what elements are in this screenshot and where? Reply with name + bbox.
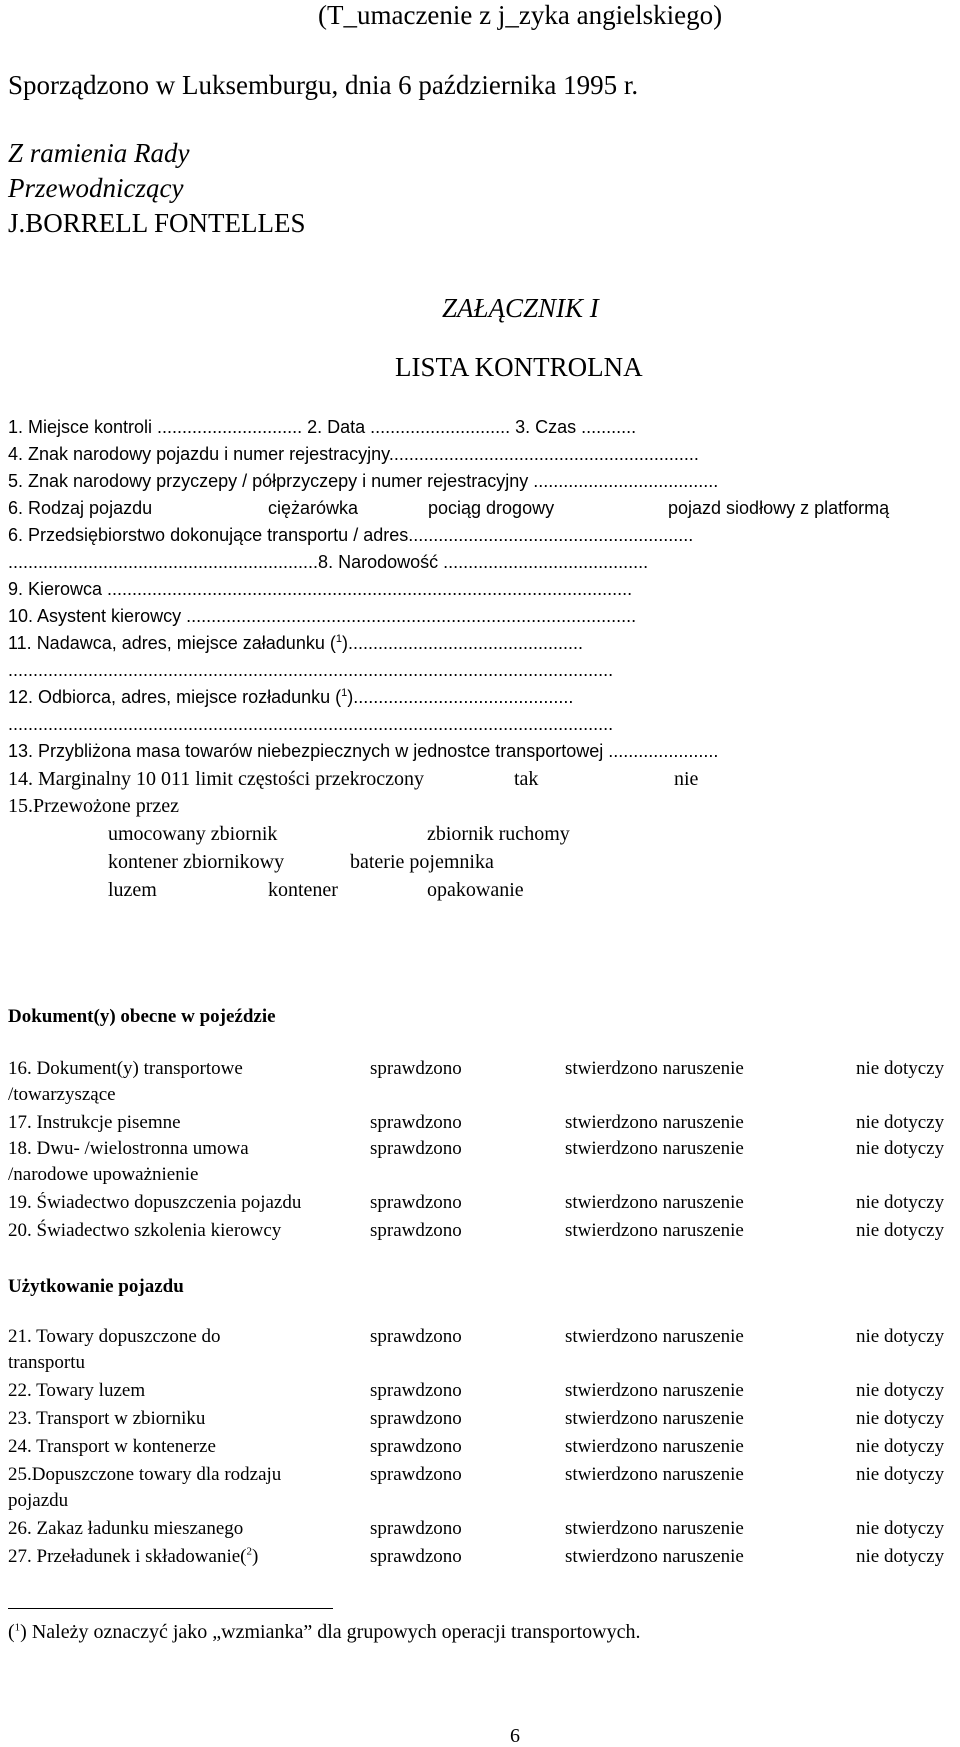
carriage-container: kontener xyxy=(268,879,338,901)
place-date: Sporządzono w Luksemburgu, dnia 6 października 1995 r. xyxy=(8,70,639,100)
footnote-divider xyxy=(8,1608,333,1609)
option-checked: sprawdzono xyxy=(370,1220,462,1241)
annex-title: ZAŁĄCZNIK I xyxy=(442,293,599,323)
vehicle-type-road-train: pociąg drogowy xyxy=(428,498,555,518)
vehicle-type-semitrailer: pojazd siodłowy z platformą xyxy=(668,498,890,518)
checklist-line-13: 13. Przybliżona masa towarów niebezpiecznych w jednostce transportowej ...................... xyxy=(8,741,719,761)
option-violation: stwierdzono naruszenie xyxy=(565,1058,744,1079)
option-not-applicable: nie dotyczy xyxy=(856,1220,945,1241)
limit-exceeded-no: nie xyxy=(674,768,699,790)
checklist-dots-2: ......................................................................................................................... xyxy=(8,714,614,734)
option-not-applicable: nie dotyczy xyxy=(856,1138,945,1159)
row-label: 22. Towary luzem xyxy=(8,1380,146,1401)
checklist-line-1: 1. Miejsce kontroli ............................. 2. Data ............................ 3. Czas ........... xyxy=(8,417,637,437)
row-label: 24. Transport w kontenerze xyxy=(8,1436,216,1457)
row-continuation: transportu xyxy=(8,1352,86,1373)
section-documents-title: Dokument(y) obecne w pojeździe xyxy=(8,1006,276,1027)
row-label: 18. Dwu- /wielostronna umowa xyxy=(8,1138,249,1159)
checklist-line-5: 5. Znak narodowy przyczepy / półprzyczepy i numer rejestracyjny ..................................... xyxy=(8,471,719,491)
row-label: 26. Zakaz ładunku mieszanego xyxy=(8,1518,244,1539)
annex-subtitle: LISTA KONTROLNA xyxy=(395,352,643,382)
checklist-line-6b: 6. Przedsiębiorstwo dokonujące transportu / adres......................................................... xyxy=(8,525,694,545)
option-not-applicable: nie dotyczy xyxy=(856,1058,945,1079)
option-checked: sprawdzono xyxy=(370,1380,462,1401)
signatory-name: J.BORRELL FONTELLES xyxy=(8,208,306,238)
option-violation: stwierdzono naruszenie xyxy=(565,1380,744,1401)
row-continuation: pojazdu xyxy=(8,1490,69,1511)
option-violation: stwierdzono naruszenie xyxy=(565,1112,744,1133)
vehicle-type-truck: ciężarówka xyxy=(268,498,359,518)
table-row xyxy=(8,1408,958,1430)
checklist-line-12: 12. Odbiorca, adres, miejsce rozładunku ($^1$)............................................ xyxy=(8,687,574,707)
vehicle-type-label: 6. Rodzaj pojazdu xyxy=(8,498,153,518)
checklist-line-14: 14. Marginalny 10 011 limit częstości przekroczony xyxy=(8,768,425,790)
row-label: 27. Przeładunek i składowanie($^2$) xyxy=(8,1545,259,1567)
option-not-applicable: nie dotyczy xyxy=(856,1546,945,1567)
checklist-line-10: 10. Asystent kierowcy .......................................................................................... xyxy=(8,606,637,626)
row-continuation: /narodowe upoważnienie xyxy=(8,1164,199,1185)
row-label: 20. Świadectwo szkolenia kierowcy xyxy=(8,1220,282,1241)
option-violation: stwierdzono naruszenie xyxy=(565,1220,744,1241)
table-row xyxy=(8,1464,958,1486)
option-not-applicable: nie dotyczy xyxy=(856,1518,945,1539)
carriage-tank-container: kontener zbiornikowy xyxy=(108,851,285,873)
option-not-applicable: nie dotyczy xyxy=(856,1380,945,1401)
option-not-applicable: nie dotyczy xyxy=(856,1408,945,1429)
option-not-applicable: nie dotyczy xyxy=(856,1112,945,1133)
option-violation: stwierdzono naruszenie xyxy=(565,1546,744,1567)
option-checked: sprawdzono xyxy=(370,1058,462,1079)
option-not-applicable: nie dotyczy xyxy=(856,1464,945,1485)
translation-note: (T_umaczenie z j_zyka angielskiego) xyxy=(318,0,723,30)
carriage-battery: baterie pojemnika xyxy=(350,851,494,873)
option-checked: sprawdzono xyxy=(370,1546,462,1567)
table-row xyxy=(8,1192,958,1214)
footnote: ($^1$) Należy oznaczyć jako „wzmianka” dla grupowych operacji transportowych. xyxy=(8,1621,641,1643)
carriage-label: 15.Przewożone przez xyxy=(8,795,180,817)
row-continuation: /towarzyszące xyxy=(8,1084,116,1105)
table-row xyxy=(8,1326,958,1348)
row-label: 16. Dokument(y) transportowe xyxy=(8,1058,243,1079)
table-row xyxy=(8,1518,958,1540)
row-label: 21. Towary dopuszczone do xyxy=(8,1326,221,1347)
checklist-line-8: ..............................................................8. Narodowość ......................................... xyxy=(8,552,649,572)
option-violation: stwierdzono naruszenie xyxy=(565,1408,744,1429)
council-line: Z ramienia Rady xyxy=(8,138,190,168)
option-not-applicable: nie dotyczy xyxy=(856,1326,945,1347)
row-label: 23. Transport w zbiorniku xyxy=(8,1408,206,1429)
carriage-packages: opakowanie xyxy=(427,879,524,901)
option-checked: sprawdzono xyxy=(370,1408,462,1429)
option-checked: sprawdzono xyxy=(370,1138,462,1159)
option-violation: stwierdzono naruszenie xyxy=(565,1464,744,1485)
carriage-demountable-tank: zbiornik ruchomy xyxy=(427,823,570,845)
option-violation: stwierdzono naruszenie xyxy=(565,1326,744,1347)
carriage-bulk: luzem xyxy=(108,879,157,901)
option-checked: sprawdzono xyxy=(370,1112,462,1133)
section-usage-title: Użytkowanie pojazdu xyxy=(8,1276,184,1297)
limit-exceeded-yes: tak xyxy=(514,768,539,790)
checklist-line-11: 11. Nadawca, adres, miejsce załadunku ($^1$)............................................... xyxy=(8,633,584,653)
table-row xyxy=(8,1220,958,1242)
table-row xyxy=(8,1112,958,1134)
row-label: 25.Dopuszczone towary dla rodzaju xyxy=(8,1464,282,1485)
checklist-line-9: 9. Kierowca ......................................................................................................... xyxy=(8,579,633,599)
option-violation: stwierdzono naruszenie xyxy=(565,1192,744,1213)
option-violation: stwierdzono naruszenie xyxy=(565,1436,744,1457)
page-number: 6 xyxy=(510,1725,520,1747)
chair-line: Przewodniczący xyxy=(8,173,184,203)
option-violation: stwierdzono naruszenie xyxy=(565,1518,744,1539)
option-checked: sprawdzono xyxy=(370,1464,462,1485)
option-not-applicable: nie dotyczy xyxy=(856,1192,945,1213)
table-row xyxy=(8,1380,958,1402)
option-checked: sprawdzono xyxy=(370,1326,462,1347)
option-checked: sprawdzono xyxy=(370,1436,462,1457)
carriage-fixed-tank: umocowany zbiornik xyxy=(108,823,278,845)
table-row xyxy=(8,1138,958,1160)
option-checked: sprawdzono xyxy=(370,1518,462,1539)
checklist-dots-1: ......................................................................................................................... xyxy=(8,660,614,680)
option-checked: sprawdzono xyxy=(370,1192,462,1213)
table-row xyxy=(8,1436,958,1458)
option-violation: stwierdzono naruszenie xyxy=(565,1138,744,1159)
row-label: 17. Instrukcje pisemne xyxy=(8,1112,181,1133)
option-not-applicable: nie dotyczy xyxy=(856,1436,945,1457)
table-row xyxy=(8,1546,958,1568)
table-row xyxy=(8,1058,958,1080)
checklist-line-4: 4. Znak narodowy pojazdu i numer rejestracyjny.............................................................. xyxy=(8,444,699,464)
row-label: 19. Świadectwo dopuszczenia pojazdu xyxy=(8,1192,302,1213)
